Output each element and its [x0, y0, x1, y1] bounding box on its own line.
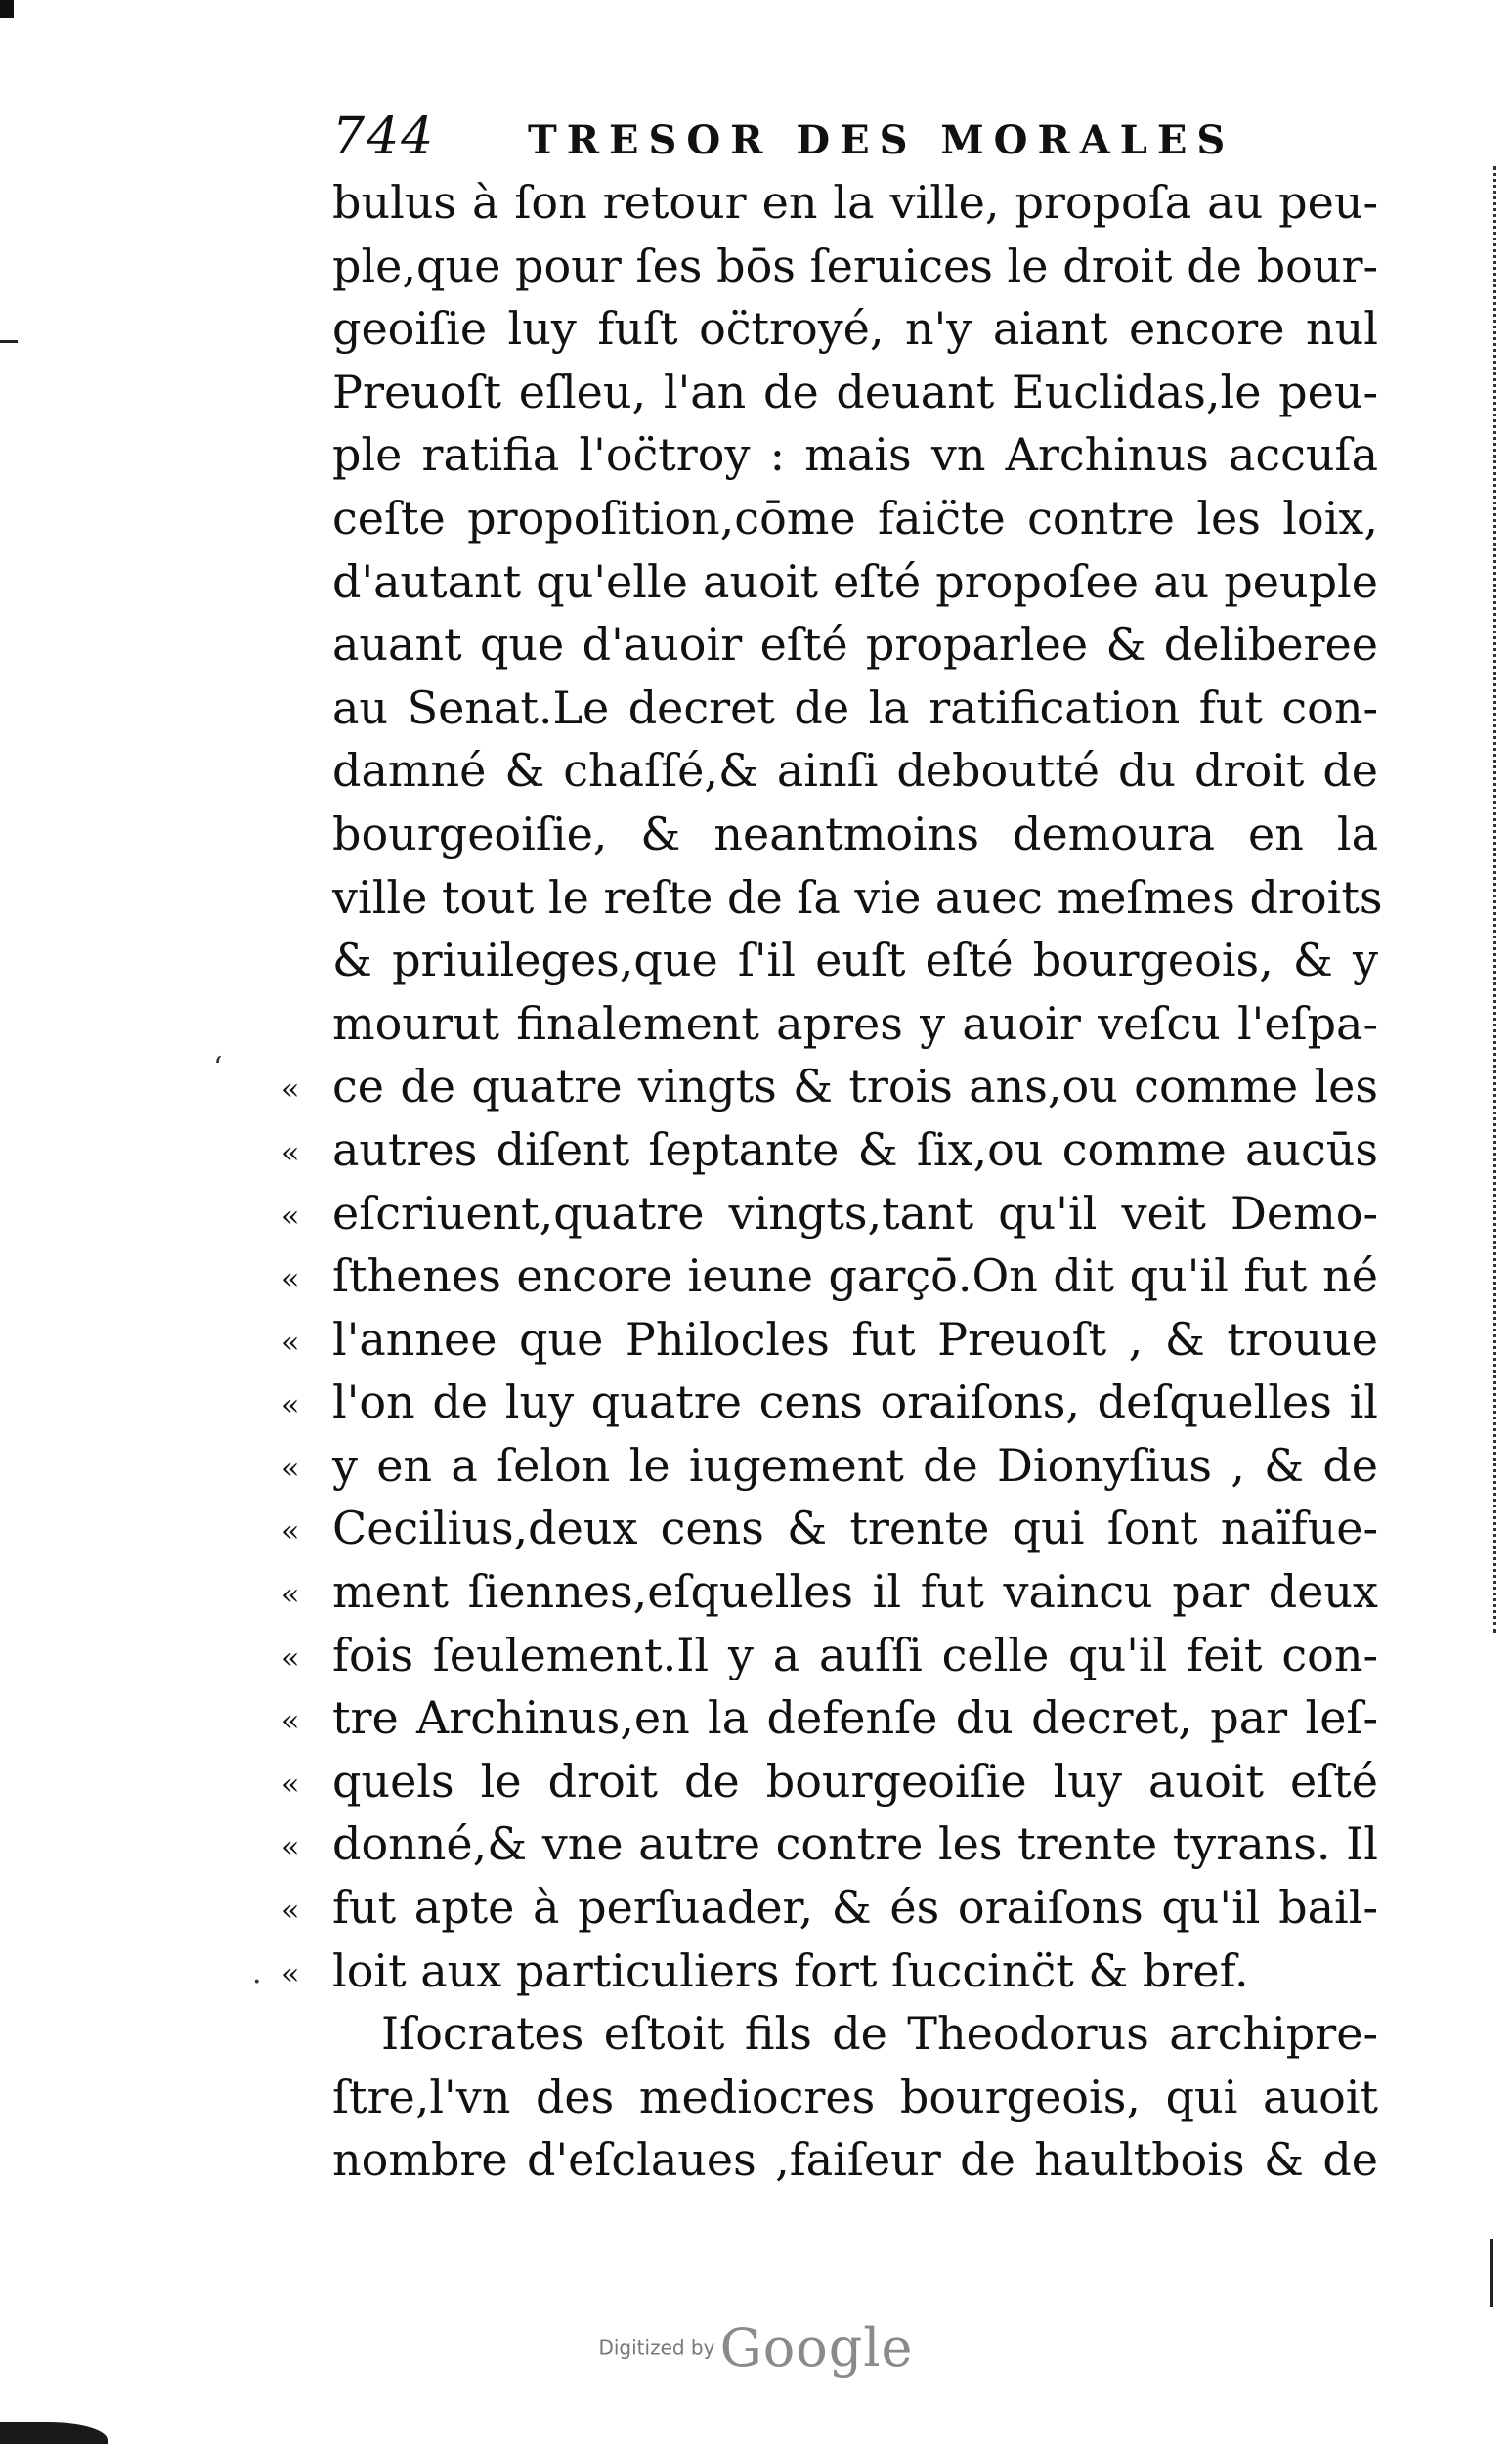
running-head: [332, 108, 1271, 166]
quoted-text-line: « autres diſent ſeptante & ſix,ou comme aucūs: [332, 1118, 1378, 1182]
scan-edge-mark: [0, 0, 14, 18]
digitization-watermark: [0, 2317, 1512, 2379]
quoted-text-line: « eſcriuent,quatre vingts,tant qu'il veit Demo-: [332, 1182, 1378, 1245]
quoted-text-line: « ſthenes encore ieune garçō.On dit qu'il fut né: [332, 1244, 1378, 1308]
text-line: nombre d'eſclaues ,faiſeur de haultbois & de: [332, 2133, 1378, 2187]
quoted-text-line: « loit aux particuliers fort ſuccinc̈t & bref.: [332, 1940, 1378, 2003]
digitized-label: Digitized by: [598, 2335, 715, 2360]
running-title: TRESOR DES MORALES: [528, 117, 1235, 163]
text-line: ſtre,l'vn des mediocres bourgeois, qui auoit: [332, 2070, 1378, 2123]
text-line: ple,que pour ſes bōs ſeruices le droit de bour-: [332, 239, 1378, 292]
scan-gutter-mark: [1490, 2239, 1493, 2307]
quoted-text-line: « tre Archinus,en la defenſe du decret, par leſ-: [332, 1686, 1378, 1750]
quoted-text-line: « l'on de luy quatre cens oraiſons, deſquelles il: [332, 1371, 1378, 1434]
stray-ink-mark: ‘: [213, 1051, 223, 1085]
text-line: au Senat.Le decret de la ratification fut con-: [332, 680, 1378, 734]
text-line: bulus à ſon retour en la ville, propoſa au peu-: [332, 176, 1378, 229]
scan-thumb-shadow: [0, 2422, 108, 2444]
quoted-text-line: « quels le droit de bourgeoiſie luy auoit eſté: [332, 1750, 1378, 1813]
text-line: mourut finalement apres y auoir veſcu l'eſpa-: [332, 996, 1378, 1050]
quoted-text-line: « fois ſeulement.Il y a auſſi celle qu'il feit con-: [332, 1624, 1378, 1687]
scan-gutter-line: [1493, 166, 1499, 1633]
quoted-text-line: « donné,& vne autre contre les trente tyrans. Il: [332, 1812, 1378, 1876]
text-line: auant que d'auoir eſté proparlee & deliberee: [332, 618, 1378, 672]
quoted-text-line: « ce de quatre vingts & trois ans,ou comme les: [332, 1055, 1378, 1118]
text-line: damné & chaſſé,& ainſi deboutté du droit de: [332, 744, 1378, 798]
body-text: [332, 171, 1383, 2192]
quoted-text-line: « l'annee que Philocles fut Preuoſt , & trouue: [332, 1308, 1378, 1372]
quoted-text-line: « y en a ſelon le iugement de Dionyſius , & de: [332, 1434, 1378, 1498]
quoted-text-line: « Cecilius,deux cens & trente qui ſont naïfue-: [332, 1497, 1378, 1560]
page-number: 744: [332, 108, 436, 166]
stray-ink-mark: ·: [252, 1965, 262, 1999]
text-line: geoiſie luy fuſt oc̈troyé, n'y aiant encore nul: [332, 302, 1378, 356]
scan-edge-mark: [0, 340, 18, 343]
paragraph-start-line: Iſocrates eſtoit fils de Theodorus archipre-: [381, 2007, 1378, 2061]
text-line: ple ratifia l'oc̈troy : mais vn Archinus accuſa: [332, 428, 1378, 482]
text-line: d'autant qu'elle auoit eſté propoſee au peuple: [332, 554, 1378, 608]
text-line: ceſte propoſition,cōme faic̈te contre les loix,: [332, 491, 1378, 545]
text-line: & priuileges,que ſ'il euſt eſté bourgeois, & y: [332, 934, 1378, 987]
text-line: bourgeoiſie, & neantmoins demoura en la: [332, 807, 1378, 860]
google-wordmark: Google: [719, 2317, 914, 2379]
text-line: Preuoſt eſleu, l'an de deuant Euclidas,le peu-: [332, 365, 1378, 418]
text-line: ville tout le reſte de ſa vie auec meſmes droits: [332, 870, 1383, 924]
quoted-text-line: « ment ſiennes,eſquelles il fut vaincu par deux: [332, 1560, 1378, 1624]
quoted-text-line: « fut apte à perſuader, & és oraiſons qu'il bail-: [332, 1876, 1378, 1940]
